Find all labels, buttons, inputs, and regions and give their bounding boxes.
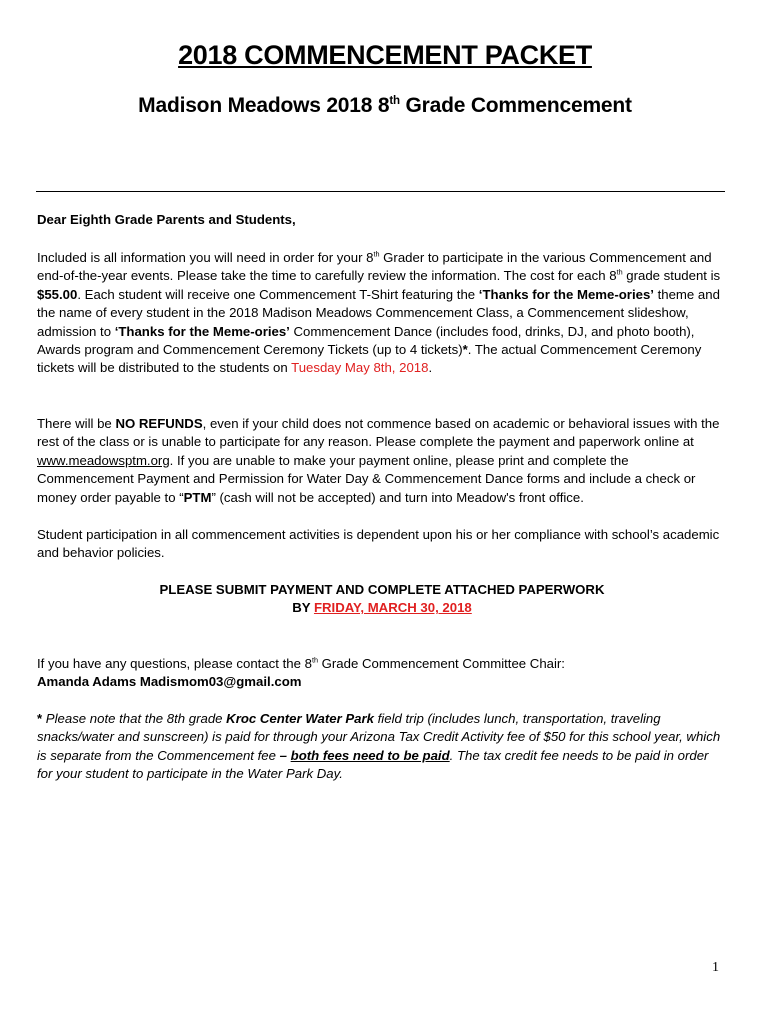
refunds-text: ” (cash will not be accepted) and turn into Meadow's front office.	[211, 489, 584, 505]
intro-text: . Each student will receive one Commencement T-Shirt featuring the	[77, 286, 479, 302]
trip-name: Kroc Center Water Park	[226, 711, 374, 726]
page-number: 1	[712, 960, 719, 975]
page-title: 2018 COMMENCEMENT PACKET	[178, 40, 592, 70]
note-text: field trip (includes lunch, transportation, traveling snacks/water and sunscreen) is paid for through your Arizona Tax Credit Activity fee of $50 for this school year, which is separate from the Commencement fee	[37, 711, 721, 763]
subtitle-text: Madison Meadows 2018 8	[138, 94, 390, 117]
note-dash: –	[279, 747, 287, 763]
horizontal-divider	[36, 191, 725, 192]
asterisk-marker: *	[462, 342, 468, 358]
notice-line: PLEASE SUBMIT PAYMENT AND COMPLETE ATTACHED PAPERWORK	[159, 582, 605, 597]
submission-notice	[37, 581, 727, 618]
ticket-date: Tuesday May 8th, 2018	[291, 360, 429, 376]
intro-text: grade student is	[622, 268, 721, 284]
paragraph-intro	[37, 249, 727, 378]
notice-by: BY	[292, 600, 314, 616]
intro-ordinal: th	[616, 268, 623, 278]
contact-ordinal: th	[311, 655, 318, 665]
paragraph-refunds	[37, 415, 727, 507]
intro-text: . The actual Commencement Ceremony tickets will be distributed to the students on	[37, 342, 702, 376]
payee-name: PTM	[183, 489, 212, 505]
note-text: . The tax credit fee needs to be paid in order for your student to participate in the Water Park Day.	[37, 747, 709, 782]
deadline-date: FRIDAY, MARCH 30, 2018	[313, 600, 472, 616]
subtitle-ordinal: th	[389, 95, 400, 107]
both-fees-warning: both fees need to be paid	[290, 747, 450, 763]
no-refunds-label: NO REFUNDS	[115, 416, 203, 431]
subtitle-text-end: Grade Commencement	[399, 94, 632, 117]
intro-text: Included is all information you will need in order for your 8	[37, 250, 374, 265]
page-subtitle	[0, 94, 770, 118]
notice-deadline-line	[37, 599, 727, 617]
theme-name: ‘Thanks for the Meme-ories’	[478, 286, 654, 302]
paragraph-contact	[37, 655, 727, 692]
contact-text: Grade Commencement Committee Chair:	[317, 656, 565, 671]
paragraph-water-park-note	[37, 710, 727, 784]
refunds-text: , even if your child does not commence based on academic or behavioral issues with the rest of the class or is unable to participate for any reason. Please complete the payment and paperwork online at	[37, 416, 720, 450]
contact-text: If you have any questions, please contact the 8	[37, 656, 312, 671]
contact-name-email: Amanda Adams Madismom03@gmail.com	[37, 674, 302, 690]
contact-line	[37, 655, 727, 673]
intro-ordinal: th	[373, 249, 380, 259]
paragraph-participation: Student participation in all commencement activities is dependent upon his or her compliance with school’s academic and behavior policies.	[37, 527, 720, 561]
intro-text: Grader to participate in the various Commencement and end-of-the-year events. Please take the time to carefully review the information. The cost for each 8	[37, 250, 712, 284]
intro-text: theme and the name of every student in the 2018 Madison Meadows Commencement Class, a Commencement slideshow, admission to	[37, 286, 720, 339]
website-link[interactable]: www.meadowsptm.org	[37, 452, 170, 468]
note-asterisk: *	[37, 711, 43, 726]
cost-amount: $55.00	[37, 286, 78, 302]
intro-text: Commencement Dance (includes food, drinks, DJ, and photo booth), Awards program and Commencement Ceremony Tickets (up to 4 tickets)	[37, 323, 695, 358]
note-text: Please note that the 8th grade	[42, 711, 227, 726]
intro-text: .	[428, 360, 433, 376]
refunds-text: There will be	[37, 416, 116, 431]
theme-name: ‘Thanks for the Meme-ories’	[114, 323, 290, 339]
salutation: Dear Eighth Grade Parents and Students,	[37, 212, 296, 227]
refunds-text: . If you are unable to make your payment online, please print and complete the Commencement Payment and Permission for Water Day & Commencement Dance forms and include a check or money order payable to “	[37, 452, 696, 505]
